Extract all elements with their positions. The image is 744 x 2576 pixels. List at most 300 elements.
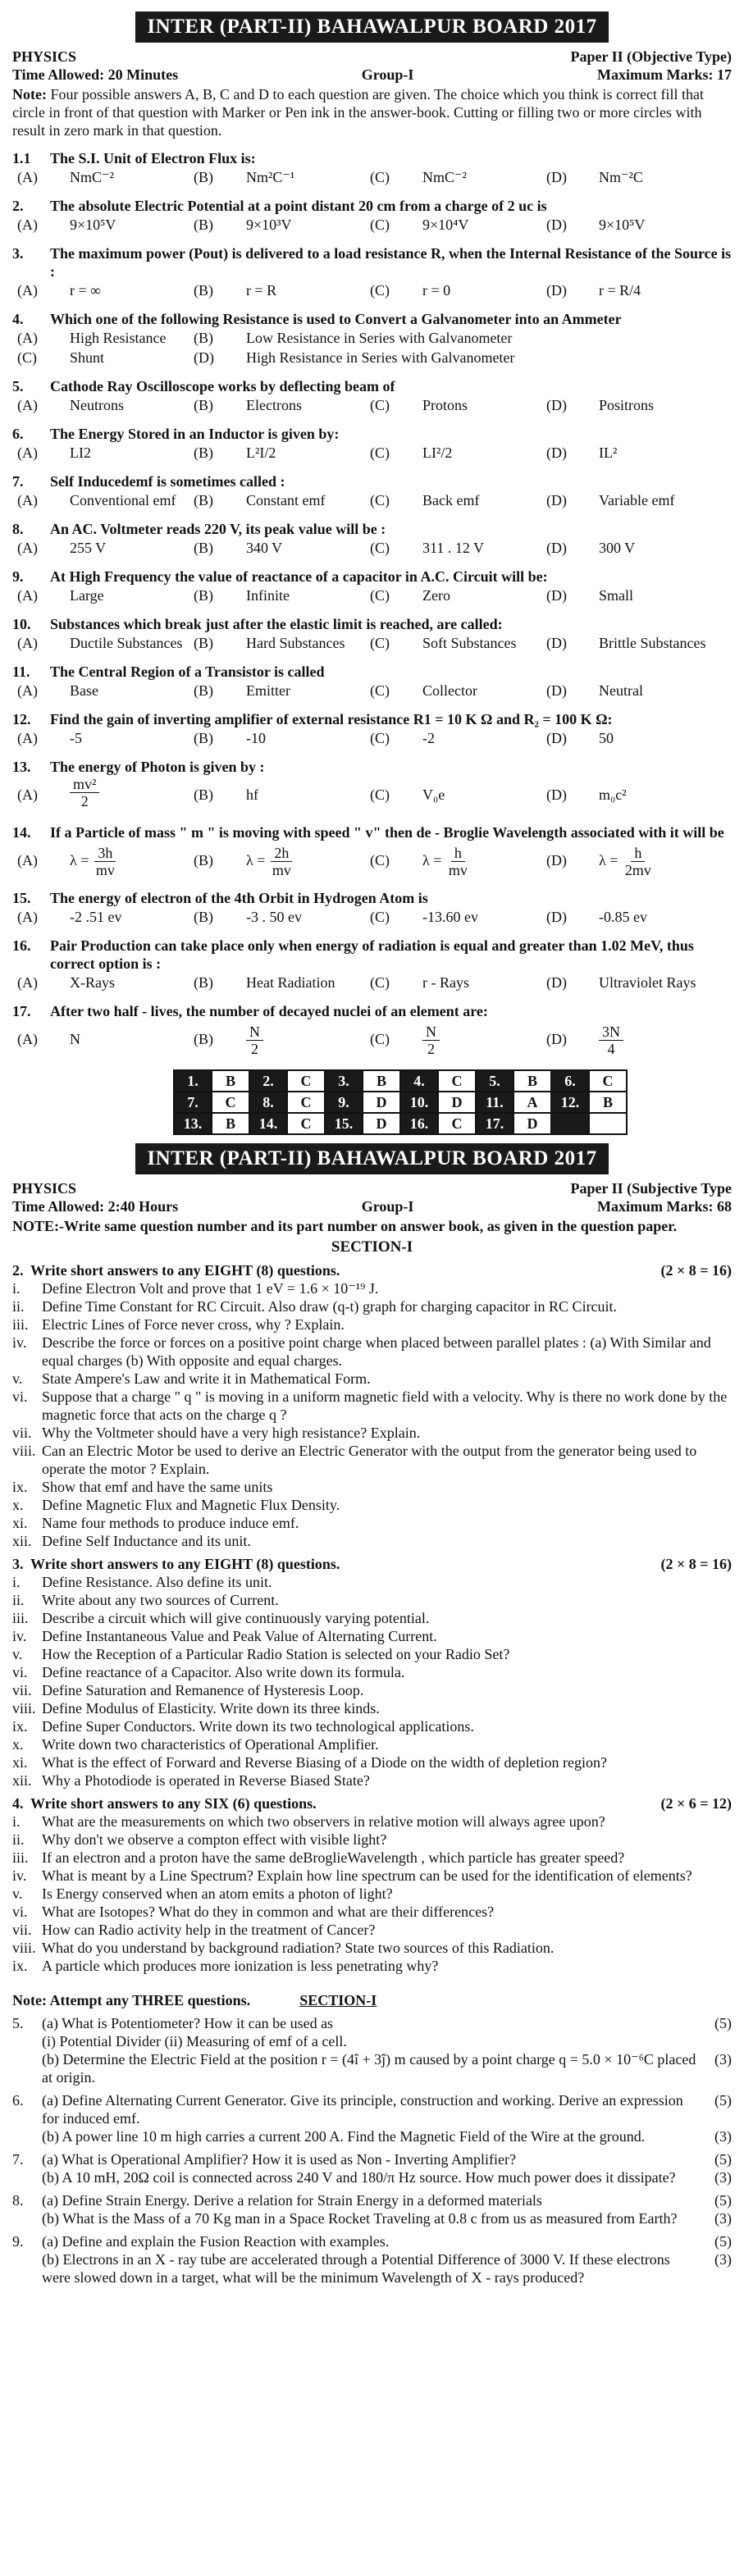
option-letter: (B) [194,492,213,508]
roman-numeral: i. [12,1280,21,1297]
option-value: 9×10⁵V [70,217,116,233]
mcq-options [17,586,732,605]
mcq-options [17,443,732,463]
long-question-part [12,2050,732,2086]
short-question-item [12,1591,732,1609]
numerator: h [631,845,645,862]
mcq-options [17,633,732,653]
question-number: 3. [12,1556,24,1572]
option-value: Nm⁻²C [599,169,643,185]
option [546,841,723,879]
mcq-question [12,615,732,633]
option [194,348,723,367]
key-answer: B [363,1070,400,1092]
short-question-item [12,1831,732,1849]
option [370,490,546,510]
short-question-heading [12,1555,732,1573]
key-answer: C [287,1092,325,1113]
option-value: Protons [422,397,468,413]
option-letter: (C) [370,852,390,869]
item-text: Define Self Inductance and its unit. [42,1533,251,1549]
option [194,443,370,463]
option [194,395,370,415]
option-value: Shunt [70,349,105,366]
option [17,167,194,187]
option-letter: (A) [17,169,38,185]
roman-numeral: viii. [12,1940,36,1956]
option-letter: (C) [370,730,390,746]
option [370,633,546,653]
roman-numeral: iv. [12,1628,27,1644]
fraction [445,845,471,878]
short-question-item [12,1812,732,1831]
option-value: V₀e [422,786,445,803]
question-number: 15. [12,890,31,906]
option [370,443,546,463]
denominator: 2 [80,793,89,809]
roman-numeral: viii. [12,1700,36,1717]
option-value: NmC⁻² [70,169,114,185]
question-number: 17. [12,1003,31,1019]
key-number: 6. [551,1070,589,1092]
mcq-options [17,490,732,510]
mcq-question [12,472,732,490]
question-number: 5. [12,378,24,394]
option-value: -13.60 ev [422,909,478,925]
roman-numeral: ix. [12,1958,28,1974]
key-answer: B [589,1092,627,1113]
question-text: Write short answers to any EIGHT (8) questions. [30,1262,340,1279]
option-letter: (A) [17,282,38,299]
long-question-part [12,2150,732,2168]
part-text: (b) Determine the Electric Field at the position r = (4î + 3ĵ) m caused by a point charge q = 5.0 × 10⁻⁶C placed at origin. [42,2051,696,2086]
mcq-question [12,244,732,280]
item-text: Define Resistance. Also define its unit. [42,1574,272,1590]
long-question-part [12,2232,732,2250]
mcq-question [12,425,732,443]
option-value: 300 V [599,540,636,556]
long-question-part [12,2168,732,2186]
question-number: 9. [12,568,24,585]
option-value: NmC⁻² [422,169,467,185]
option-value: -2 [422,730,435,746]
option [17,907,194,927]
option-letter: (A) [17,217,38,233]
option [194,215,370,235]
option-letter: (A) [17,682,38,699]
fraction [422,1024,440,1057]
roman-numeral: v. [12,1885,23,1902]
option-letter: (B) [194,852,213,869]
long-note-row: Note: Attempt any THREE questions. SECTION-I [12,1992,377,2008]
option-letter: (B) [194,786,213,803]
option-letter: (D) [546,540,567,556]
key-answer: C [212,1092,249,1113]
question-text: An AC. Voltmeter reads 220 V, its peak value will be : [50,521,386,537]
answer-key-table [173,1069,628,1135]
roman-numeral: vi. [12,1664,28,1680]
option [370,167,546,187]
option-value: Emitter [246,682,290,699]
key-number: 16. [400,1113,438,1134]
option [546,586,723,605]
option-value: r = R/4 [599,282,641,299]
option [546,215,723,235]
item-text: Suppose that a charge " q " is moving in a uniform magnetic field with a velocity. Why is there no work done by the magnetic force that acts on the charge q ? [42,1388,728,1423]
subjective-note: NOTE:-Write same question number and its part number on answer book, as given in the question paper. [12,1218,678,1234]
numerator: mv² [70,776,99,793]
mcq-question [12,310,732,328]
option-letter: (C) [370,635,390,651]
item-text: Can an Electric Motor be used to derive an Electric Generator with the output from the generator being used to operate the motor ? Explain. [42,1443,697,1477]
mcq-options [17,395,732,415]
marks: (2 × 8 = 16) [660,1262,732,1279]
option-letter: (A) [17,397,38,413]
option-value: Brittle Substances [599,635,706,651]
option [370,215,546,235]
key-answer: C [438,1113,476,1134]
question-number [12,2209,42,2227]
answer-key-row [174,1113,627,1134]
part-text: (i) Potential Divider (ii) Measuring of emf of a cell. [42,2033,347,2049]
question-number: 10. [12,616,31,632]
option-letter: (B) [194,169,213,185]
option-letter: (B) [194,282,213,299]
option-letter: (A) [17,587,38,604]
option-letter: (C) [370,682,390,699]
item-text: Write down two characteristics of Operational Amplifier. [42,1736,379,1753]
option-value: λ = $\frac{3h}{mv}$ [70,841,118,879]
option [17,973,194,992]
option-letter: (D) [546,786,567,803]
item-text: How can Radio activity help in the treatment of Cancer? [42,1922,376,1938]
option-value: -0.85 ev [599,909,647,925]
option [546,490,723,510]
item-text: Define Magnetic Flux and Magnetic Flux Density. [42,1497,340,1513]
question-text: The Central Region of a Transistor is called [50,663,325,680]
short-question-item [12,1849,732,1867]
key-answer: B [513,1070,551,1092]
short-question-item [12,1699,732,1717]
mcq-question [12,710,732,728]
key-number: 1. [174,1070,212,1092]
item-text: What do you understand by background radiation? State two sources of this Radiation. [42,1940,555,1956]
short-question-item [12,1921,732,1939]
option-value: High Resistance [70,330,167,346]
option-value: Conventional emf [70,492,176,508]
roman-numeral: xi. [12,1515,28,1531]
long-question-part [12,2091,732,2127]
option [17,1020,194,1058]
question-text: The absolute Electric Potential at a point distant 20 cm from a charge of 2 uc is [50,198,547,214]
option-value: 9×10³V [246,217,292,233]
short-question-item [12,1885,732,1903]
option [370,280,546,300]
option-value: 50 [599,730,614,746]
item-text: Define Modulus of Elasticity. Write down its three kinds. [42,1700,380,1717]
key-answer: C [287,1070,325,1092]
part-text: (a) What is Potentiometer? How it can be used as [42,2015,334,2031]
item-text: Define Instantaneous Value and Peak Value of Alternating Current. [42,1628,437,1644]
fraction [93,845,118,878]
key-answer: C [589,1070,627,1092]
option [546,443,723,463]
objective-note: Note: Four possible answers A, B, C and D to each question are given. The choice which you think is correct fill that circle in front of that question with Marker or Pen ink in the answer-book. Cutting or filling two or more circles with result in zero mark in that question. [12,86,704,139]
question-text: Cathode Ray Oscilloscope works by deflecting beam of [50,378,395,394]
long-question-part [12,2014,732,2032]
short-question-item [12,1279,732,1297]
option-value: Ultraviolet Rays [599,974,696,991]
key-number: 15. [325,1113,363,1134]
option-letter: (A) [17,974,38,991]
part-marks: (3) [714,2210,732,2227]
item-text: State Ampere's Law and write it in Mathematical Form. [42,1370,371,1387]
item-text: Why the Voltmeter should have a very high resistance? Explain. [42,1425,421,1441]
short-question-heading [12,1261,732,1279]
item-text: Define Saturation and Remanence of Hysteresis Loop. [42,1682,364,1698]
item-text: Define Time Constant for RC Circuit. Also draw (q-t) graph for charging capacitor in RC Circuit. [42,1298,618,1315]
option [546,776,723,814]
option-value [599,1020,623,1058]
short-question-item [12,1939,732,1957]
option-letter: (A) [17,635,38,651]
item-text: Write about any two sources of Current. [42,1592,279,1608]
mcq-question [12,663,732,681]
key-number: 3. [325,1070,363,1092]
option [17,280,194,300]
short-question-item [12,1442,732,1478]
long-question-part [12,2191,732,2209]
item-text: Why a Photodiode is operated in Reverse Biased State? [42,1772,370,1789]
long-question-part [12,2209,732,2227]
option [17,633,194,653]
roman-numeral: ix. [12,1479,28,1495]
paper-type: Paper II (Objective Type) [570,48,732,65]
option [370,586,546,605]
part-text: (a) Define Alternating Current Generator. Give its principle, construction and working. Derive an expression for induced emf. [42,2092,683,2127]
roman-numeral: xi. [12,1754,28,1771]
key-answer: A [513,1092,551,1113]
option-value: Hard Substances [246,635,345,651]
key-answer: D [438,1092,476,1113]
option-letter: (D) [546,587,567,604]
mcq-question [12,758,732,776]
question-number: 3. [12,245,24,262]
part-marks: (5) [714,2092,732,2109]
question-text: The energy of electron of the 4th Orbit in Hydrogen Atom is [50,890,428,906]
option-letter: (D) [546,169,567,185]
option [194,841,370,879]
key-answer: D [513,1113,551,1134]
option-value: Infinite [246,587,290,604]
denominator: 2 [427,1041,435,1058]
short-question-item [12,1388,732,1424]
option [370,395,546,415]
section-heading: SECTION-I [331,1238,413,1256]
roman-numeral: vii. [12,1425,32,1441]
option [17,395,194,415]
short-question-item [12,1957,732,1975]
option-letter: (D) [546,397,567,413]
option-value [422,1020,440,1058]
question-number [12,2032,42,2050]
option-value: 255 V [70,540,107,556]
option [194,328,723,348]
option-letter: (D) [546,909,567,925]
option [17,348,194,367]
option-letter: (A) [17,330,38,346]
option-letter: (B) [194,682,213,699]
item-text: Show that emf and have the same units [42,1479,273,1495]
option-value: hf [246,786,258,803]
numerator: N [422,1024,440,1041]
long-question-part [12,2127,732,2145]
long-question-part [12,2250,732,2286]
option [546,728,723,748]
short-questions [12,1261,732,1975]
option [194,280,370,300]
option-letter: (B) [194,217,213,233]
mcq-options [17,681,732,700]
question-text: If a Particle of mass " m " is moving with speed " v" then de - Broglie Wavelength associated with it will be [50,824,724,841]
option-letter: (A) [17,852,38,869]
part-marks [699,2032,732,2050]
numerator: 3h [94,845,116,862]
question-number [12,2168,42,2186]
question-number: 11. [12,663,30,680]
denominator: 2 [251,1041,258,1058]
short-question-item [12,1681,732,1699]
key-answer: C [438,1070,476,1092]
short-question-item [12,1573,732,1591]
option [17,728,194,748]
denominator: mv [95,862,115,879]
question-number: 1.1 [12,150,31,166]
part-marks: (5) [714,2233,732,2250]
option-value: r = ∞ [70,282,101,299]
short-question-heading [12,1794,732,1812]
key-number [551,1113,589,1134]
long-question-part [12,2032,732,2050]
group: Group-I [361,66,414,83]
part-text: (b) What is the Mass of a 70 Kg man in a Space Rocket Traveling at 0.8 c from us as measured from Earth? [42,2210,678,2227]
option-value: X-Rays [70,974,115,991]
option [546,907,723,927]
option-letter: (A) [17,1031,38,1047]
mcq-options [17,167,732,187]
roman-numeral: v. [12,1646,23,1662]
roman-numeral: vii. [12,1922,32,1938]
option [17,215,194,235]
option [546,167,723,187]
roman-numeral: vi. [12,1388,28,1405]
short-question-item [12,1867,732,1885]
option-letter: (D) [546,974,567,991]
option-letter: (B) [194,397,213,413]
option-value: -5 [70,730,82,746]
option [17,490,194,510]
mcq-list [12,149,732,1058]
option [546,973,723,992]
option-letter: (D) [546,852,567,869]
option [194,538,370,558]
objective-banner: INTER (PART-II) BAHAWALPUR BOARD 2017 [135,11,609,43]
fraction [269,845,294,878]
roman-numeral: viii. [12,1443,36,1459]
key-number: 17. [476,1113,513,1134]
short-question-item [12,1424,732,1442]
option-letter: (C) [370,974,390,991]
option-value: Low Resistance in Series with Galvanometer [246,330,513,346]
option [370,907,546,927]
item-text: What is the effect of Forward and Reverse Biasing of a Diode on the width of depletion region? [42,1754,607,1771]
question-text: Pair Production can take place only when energy of radiation is equal and greater than 1.02 MeV, thus correct option is : [50,937,694,972]
question-text: The S.I. Unit of Electron Flux is: [50,150,256,166]
option [17,443,194,463]
short-question-item [12,1370,732,1388]
marks: (2 × 6 = 12) [660,1795,732,1812]
short-question-item [12,1903,732,1921]
option [17,841,194,879]
option-letter: (D) [546,682,567,699]
mcq-options [17,907,732,927]
roman-numeral: iv. [12,1334,27,1351]
roman-numeral: v. [12,1370,23,1387]
option-letter: (D) [546,217,567,233]
short-question-item [12,1478,732,1496]
short-question-item [12,1609,732,1627]
subjective-banner: INTER (PART-II) BAHAWALPUR BOARD 2017 [135,1143,609,1174]
item-text: What is meant by a Line Spectrum? Explain how line spectrum can be used for the identification of elements? [42,1867,692,1884]
numerator: 3N [599,1024,623,1041]
option [546,681,723,700]
option-letter: (C) [370,217,390,233]
option-value: Nm²C⁻¹ [246,169,295,185]
short-question-item [12,1627,732,1645]
question-text: The maximum power (Pout) is delivered to a load resistance R, when the Internal Resistance of the Source is : [50,245,732,280]
option [546,1020,723,1058]
mcq-question [12,149,732,167]
mcq-options [17,728,732,748]
roman-numeral: iii. [12,1849,29,1866]
part-marks: (5) [714,2192,732,2209]
option-letter: (B) [194,730,213,746]
question-number: 5. [12,2015,24,2031]
part-marks: (3) [714,2051,732,2068]
key-answer: B [212,1113,249,1134]
short-question-item [12,1645,732,1663]
roman-numeral: vii. [12,1682,32,1698]
question-number: 7. [12,2151,24,2168]
subjective-header-row1: PHYSICS Paper II (Subjective Type [12,1180,732,1197]
part-marks: (3) [714,2128,732,2145]
key-answer: C [287,1113,325,1134]
short-question-item [12,1771,732,1790]
option-value: 9×10⁴V [422,217,469,233]
option-letter: (C) [370,492,390,508]
option-letter: (C) [370,397,390,413]
key-number: 2. [249,1070,287,1092]
option [546,633,723,653]
question-text: Find the gain of inverting amplifier of external resistance R1 = 10 K Ω and R₂ = 100 K Ω: [50,711,613,727]
option-value: λ = $\frac{2h}{mv}$ [246,841,294,879]
part-text: (b) A 10 mH, 20Ω coil is connected across 240 V and 180/π Hz source. How much power does it dissipate? [42,2169,676,2186]
option-value [246,1020,263,1058]
question-number: 12. [12,711,31,727]
option-letter: (C) [370,282,390,299]
option-value: Base [70,682,98,699]
option-value: Zero [422,587,450,604]
